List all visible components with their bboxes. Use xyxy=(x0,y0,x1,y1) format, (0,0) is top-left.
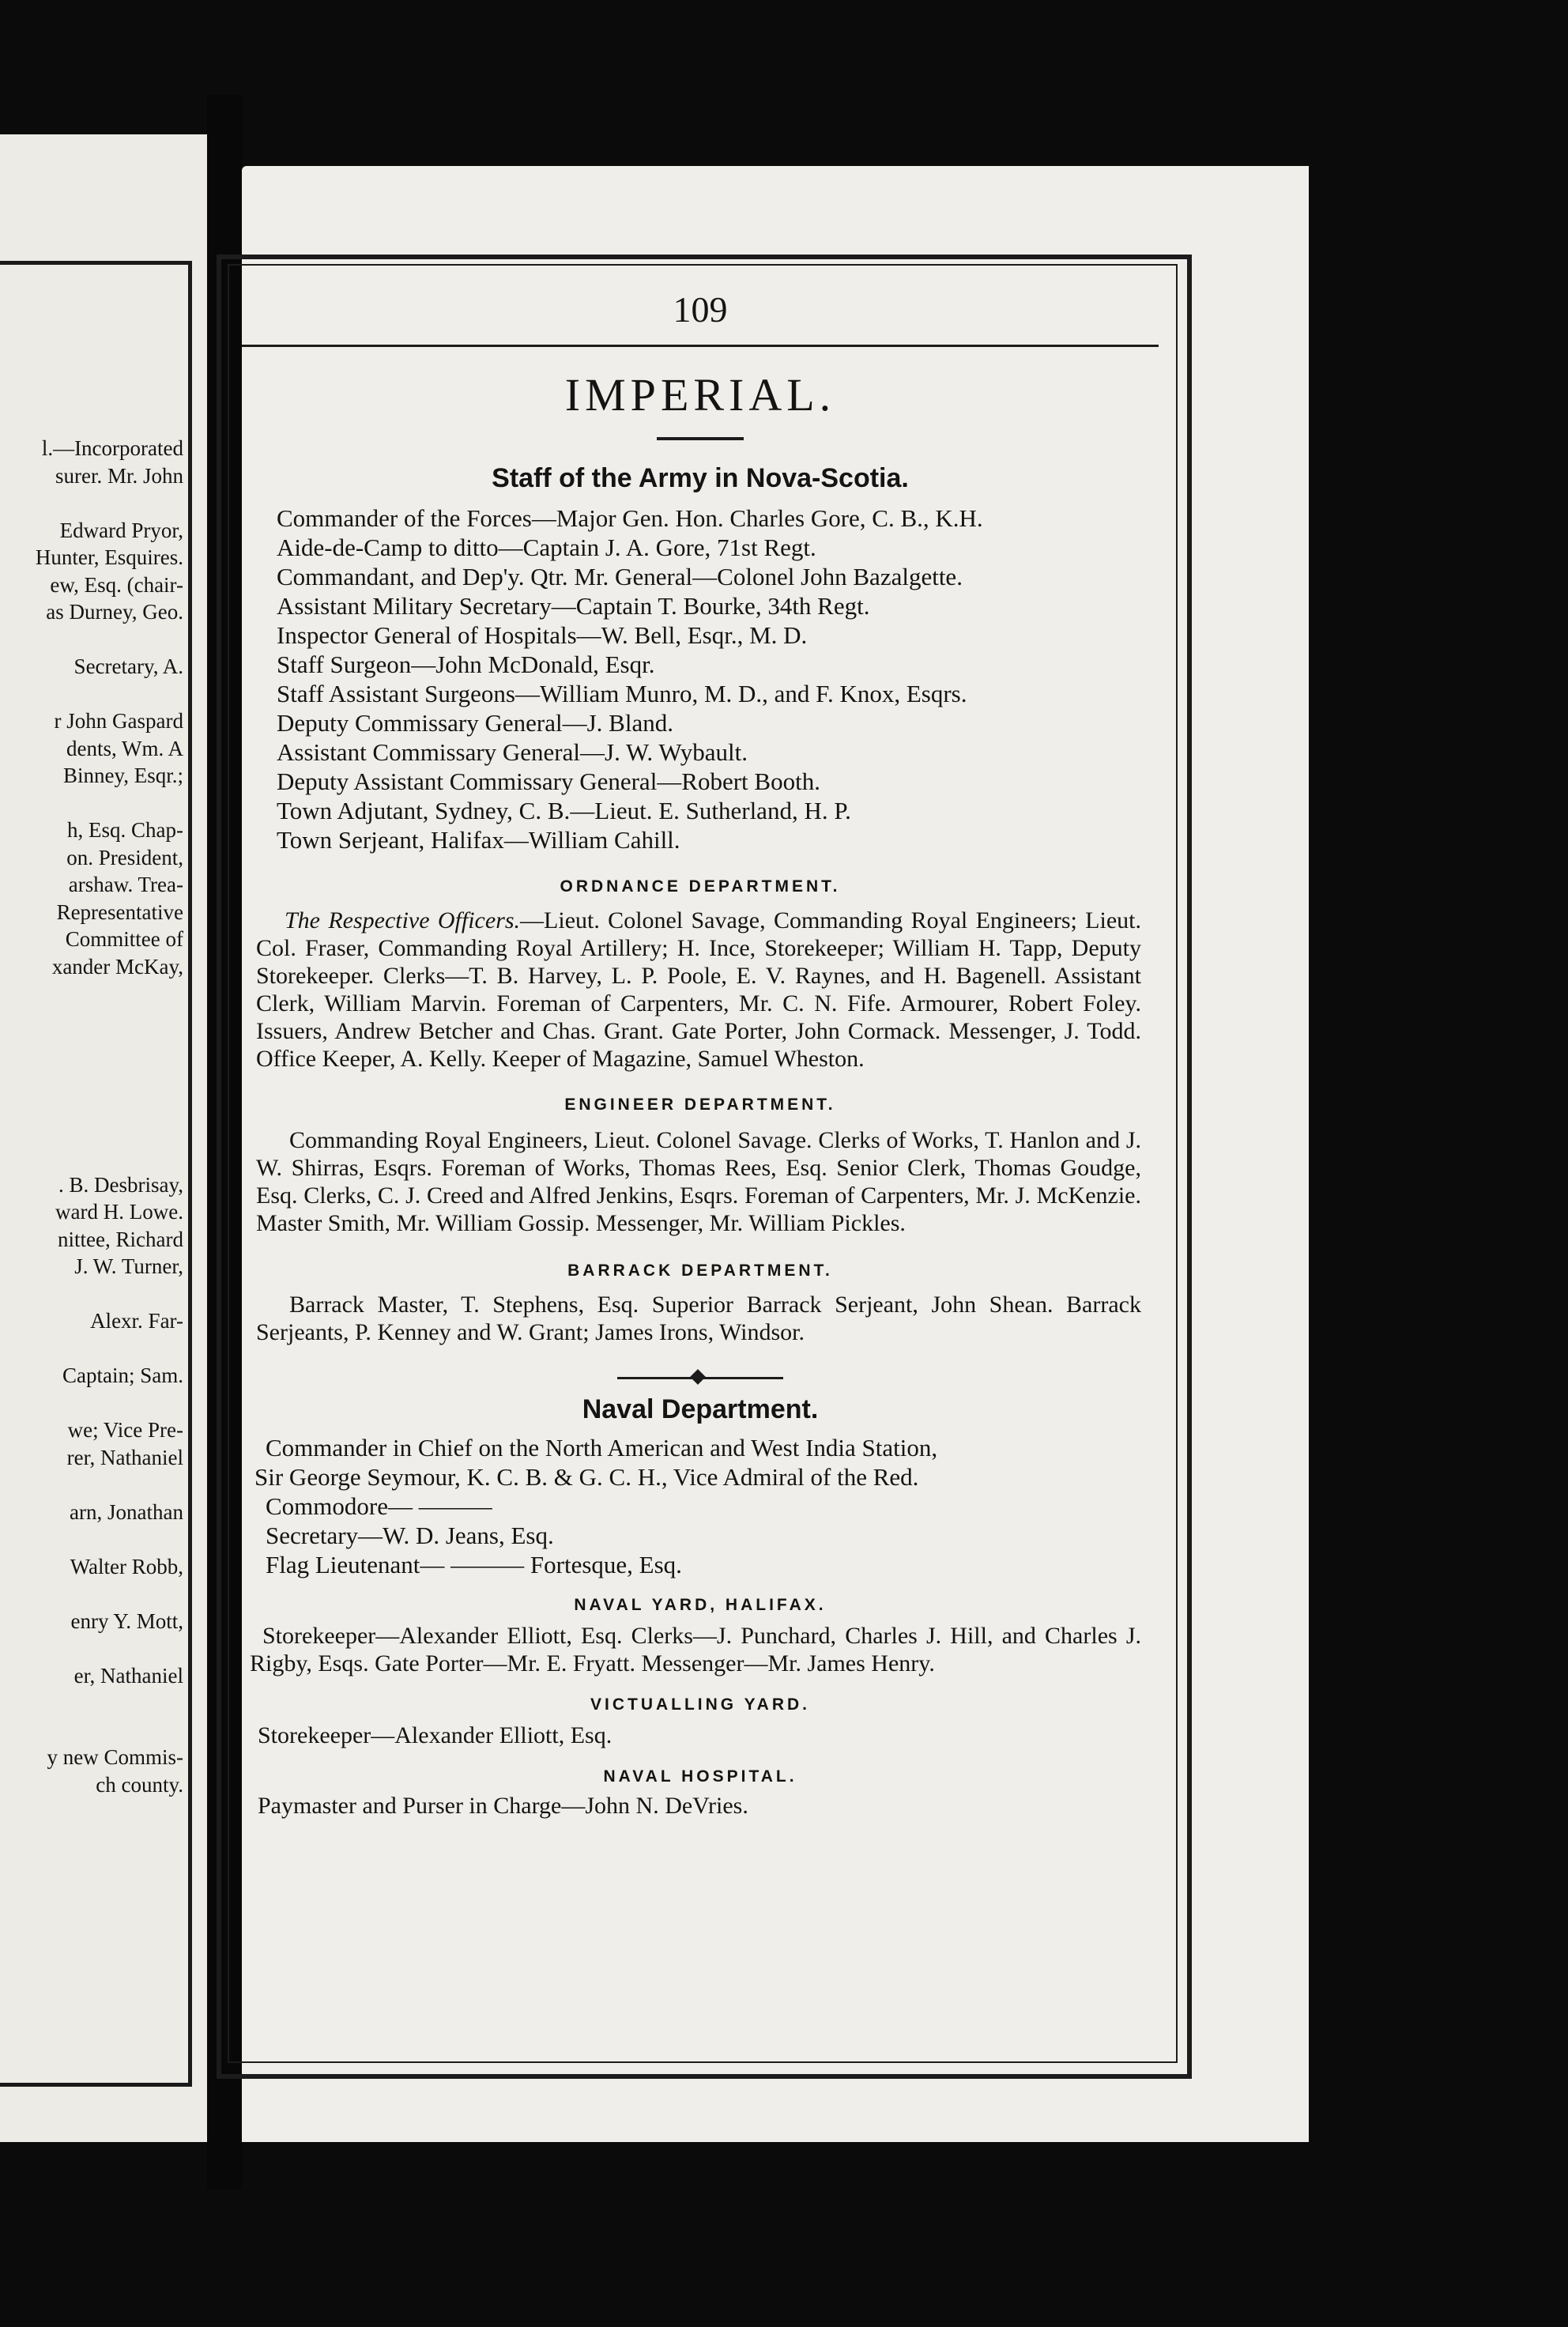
previous-page-line: Captain; Sam. xyxy=(62,1363,183,1387)
army-staff-line: Town Adjutant, Sydney, C. B.—Lieut. E. Sutherland, H. P. xyxy=(277,797,851,824)
army-staff-line: Inspector General of Hospitals—W. Bell, Esqr., M. D. xyxy=(277,621,808,649)
previous-page-line: surer. Mr. John xyxy=(55,463,183,488)
army-staff-line: Aide-de-Camp to ditto—Captain J. A. Gore, 71st Regt. xyxy=(277,534,816,561)
page-content xyxy=(242,277,1159,1820)
previous-page-line: l.—Incorporated xyxy=(41,436,183,460)
ordnance-text: —Lieut. Colonel Savage, Commanding Royal Engineers; Lieut. Col. Fraser, Commanding Royal Artillery; H. Ince, Storekeeper; William H. Tapp, Deputy Storekeeper. Clerks—T. B. Harvey, L. P. Poole, E. V. Raynes, and H. Bagenell. Assistant Clerk, William Marvin. Foreman of Carpenters, Mr. C. N. Fife. Armourer, Robert Foley. Issuers, Andrew Betcher and Chas. Grant. Gate Porter, John Cormack. Messenger, J. Todd. Office Keeper, A. Kelly. Keeper of Magazine, Samuel Wheston. xyxy=(256,907,1141,1072)
army-staff-line: Assistant Military Secretary—Captain T. Bourke, 34th Regt. xyxy=(277,592,870,620)
previous-page-line: Secretary, A. xyxy=(74,654,183,678)
hospital-heading: NAVAL HOSPITAL. xyxy=(603,1767,797,1786)
previous-page-line: r John Gaspard xyxy=(54,709,183,733)
previous-page-line: xander McKay, xyxy=(51,954,183,979)
previous-page-line: Walter Robb, xyxy=(70,1554,183,1578)
page-number: 109 xyxy=(673,289,728,330)
previous-page-line: Alexr. Far- xyxy=(90,1309,183,1333)
naval-yard-heading: NAVAL YARD, HALIFAX. xyxy=(574,1596,827,1614)
army-staff-line: Deputy Assistant Commissary General—Robert Booth. xyxy=(277,767,820,795)
previous-page-line: as Durney, Geo. xyxy=(46,600,183,624)
army-staff-line: Staff Surgeon—John McDonald, Esqr. xyxy=(277,651,655,678)
naval-heading: Naval Department. xyxy=(582,1394,819,1424)
previous-page-line: Hunter, Esquires. xyxy=(35,545,183,569)
diamond-ornament-icon xyxy=(690,1369,706,1385)
naval-line: Sir George Seymour, K. C. B. & G. C. H., Vice Admiral of the Red. xyxy=(254,1463,919,1491)
previous-page-line: J. W. Turner, xyxy=(74,1254,183,1278)
section-divider xyxy=(617,1370,783,1386)
naval-line: Secretary—W. D. Jeans, Esq. xyxy=(266,1522,554,1549)
previous-page-fragment xyxy=(0,134,207,2142)
previous-page-line: Edward Pryor, xyxy=(59,518,183,542)
title-rule xyxy=(657,437,744,440)
previous-page-line: Binney, Esqr.; xyxy=(63,764,183,787)
header-rule xyxy=(242,345,1159,347)
barrack-heading: BARRACK DEPARTMENT. xyxy=(567,1262,833,1280)
ordnance-heading: ORDNANCE DEPARTMENT. xyxy=(560,877,841,896)
naval-line: Flag Lieutenant— ——— Fortesque, Esq. xyxy=(266,1551,682,1578)
army-staff-line: Commandant, and Dep'y. Qtr. Mr. General—Colonel John Bazalgette. xyxy=(277,563,963,590)
previous-page-line: nittee, Richard xyxy=(58,1227,183,1251)
army-staff-list xyxy=(242,503,1159,854)
naval-list xyxy=(242,1433,1159,1579)
army-staff-line: Assistant Commissary General—J. W. Wybault. xyxy=(277,738,748,766)
army-staff-line: Deputy Commissary General—J. Bland. xyxy=(277,709,673,737)
engineer-heading: ENGINEER DEPARTMENT. xyxy=(564,1096,836,1114)
previous-page-line: rer, Nathaniel xyxy=(66,1445,183,1469)
previous-page-line: ew, Esq. (chair- xyxy=(50,572,183,597)
victualling-paragraph: Storekeeper—Alexander Elliott, Esq. xyxy=(258,1722,612,1748)
ordnance-lead: The Respective Officers. xyxy=(285,907,521,933)
previous-page-line: Committee of xyxy=(65,927,183,951)
naval-line: Commodore— ——— xyxy=(266,1492,492,1520)
previous-page-line: . B. Desbrisay, xyxy=(58,1172,183,1197)
previous-page-line: arshaw. Trea- xyxy=(68,873,183,896)
army-staff-heading: Staff of the Army in Nova-Scotia. xyxy=(492,463,909,493)
page-title: IMPERIAL. xyxy=(564,369,836,421)
naval-line: Commander in Chief on the North American and West India Station, xyxy=(266,1434,938,1461)
previous-page-line: ch county. xyxy=(96,1772,183,1797)
victualling-heading: VICTUALLING YARD. xyxy=(590,1695,811,1714)
army-staff-line: Staff Assistant Surgeons—William Munro, M. D., and F. Knox, Esqrs. xyxy=(277,680,967,707)
ordnance-paragraph xyxy=(242,907,1159,1073)
previous-page-line: h, Esq. Chap- xyxy=(67,818,183,842)
barrack-paragraph: Barrack Master, T. Stephens, Esq. Superior Barrack Serjeant, John Shean. Barrack Serjeants, P. Kenney and W. Grant; James Irons, Windsor. xyxy=(256,1292,1141,1345)
previous-page-line: Representative xyxy=(56,899,183,924)
army-staff-line: Town Serjeant, Halifax—William Cahill. xyxy=(277,826,680,854)
previous-page-line: ward H. Lowe. xyxy=(55,1200,183,1224)
previous-page-line: on. President, xyxy=(66,845,183,869)
previous-page-line: y new Commis- xyxy=(47,1745,183,1769)
previous-page-line: arn, Jonathan xyxy=(70,1499,183,1524)
previous-page-line: enry Y. Mott, xyxy=(70,1609,183,1633)
naval-yard-paragraph: Storekeeper—Alexander Elliott, Esq. Clerks—J. Punchard, Charles J. Hill, and Charles J. Rigby, Esqs. Gate Porter—Mr. E. Fryatt. Messenger—Mr. James Henry. xyxy=(250,1623,1141,1676)
army-staff-line: Commander of the Forces—Major Gen. Hon. Charles Gore, C. B., K.H. xyxy=(277,504,983,532)
engineer-paragraph: Commanding Royal Engineers, Lieut. Colonel Savage. Clerks of Works, T. Hanlon and J. W. Shirras, Esqrs. Foreman of Works, Thomas Rees, Esq. Senior Clerk, Thomas Goudge, Esq. Clerks, C. J. Creed and Alfred Jenkins, Esqrs. Foreman of Carpenters, Mr. J. McKenzie. Master Smith, Mr. William Gossip. Messenger, Mr. William Pickles. xyxy=(256,1127,1141,1236)
hospital-paragraph: Paymaster and Purser in Charge—John N. DeVries. xyxy=(258,1793,748,1819)
previous-page-line: dents, Wm. A xyxy=(66,736,183,760)
previous-page-line: we; Vice Pre- xyxy=(67,1418,183,1442)
previous-page-line: er, Nathaniel xyxy=(74,1663,183,1688)
